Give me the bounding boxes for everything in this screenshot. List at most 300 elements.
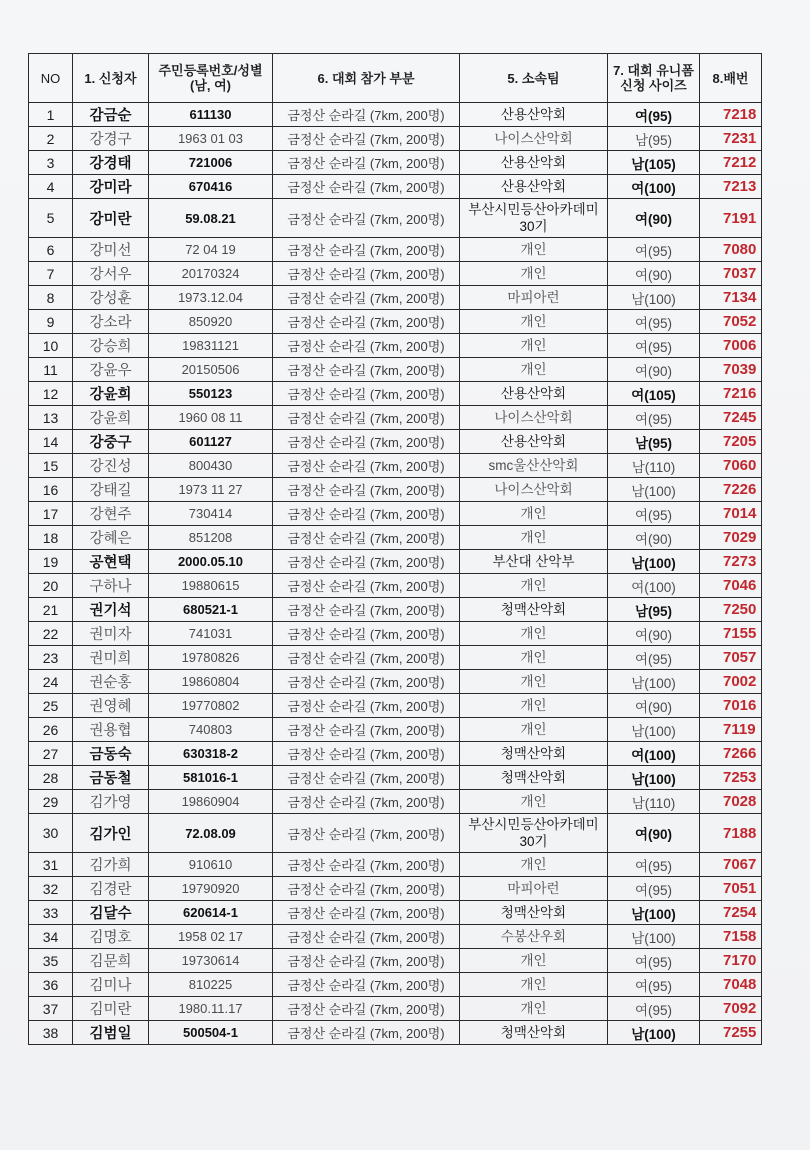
team-name: 개인 [460,670,608,694]
id-number: 19770802 [149,694,273,718]
event-category: 금정산 순라길 (7km, 200명) [273,406,460,430]
applicant-name: 권미희 [73,646,149,670]
row-number: 26 [29,718,73,742]
row-number: 25 [29,694,73,718]
id-number: 740803 [149,718,273,742]
uniform-size: 여(105) [608,382,700,406]
team-name: 청맥산악회 [460,598,608,622]
bib-number: 7039 [700,358,762,382]
uniform-size: 여(95) [608,103,700,127]
team-name: 개인 [460,997,608,1021]
team-name: 부산대 산악부 [460,550,608,574]
table-row [29,718,762,742]
applicant-name: 금동철 [73,766,149,790]
applicant-name: 강경구 [73,127,149,151]
id-number: 72 04 19 [149,238,273,262]
header-row [29,54,762,103]
applicant-name: 공현택 [73,550,149,574]
event-category: 금정산 순라길 (7km, 200명) [273,670,460,694]
table-row [29,973,762,997]
uniform-size: 여(90) [608,526,700,550]
applicant-name: 강윤우 [73,358,149,382]
bib-number: 7002 [700,670,762,694]
uniform-size: 남(100) [608,1021,700,1045]
event-category: 금정산 순라길 (7km, 200명) [273,598,460,622]
table-row [29,598,762,622]
row-number: 23 [29,646,73,670]
bib-number: 7253 [700,766,762,790]
applicant-name: 강미란 [73,199,149,238]
table-row [29,790,762,814]
id-number: 72.08.09 [149,814,273,853]
row-number: 5 [29,199,73,238]
bib-number: 7080 [700,238,762,262]
id-number: 19860904 [149,790,273,814]
bib-number: 7134 [700,286,762,310]
applicant-name: 김경란 [73,877,149,901]
event-category: 금정산 순라길 (7km, 200명) [273,454,460,478]
applicant-name: 강윤희 [73,382,149,406]
table-row [29,670,762,694]
uniform-size: 여(95) [608,973,700,997]
row-number: 17 [29,502,73,526]
row-number: 10 [29,334,73,358]
id-number: 611130 [149,103,273,127]
bib-number: 7273 [700,550,762,574]
table-row [29,103,762,127]
table-row [29,358,762,382]
uniform-size: 남(100) [608,550,700,574]
uniform-size: 여(95) [608,310,700,334]
row-number: 1 [29,103,73,127]
event-category: 금정산 순라길 (7km, 200명) [273,286,460,310]
event-category: 금정산 순라길 (7km, 200명) [273,646,460,670]
uniform-size: 여(100) [608,742,700,766]
team-name: smc울산산악회 [460,454,608,478]
applicant-name: 구하나 [73,574,149,598]
table-row [29,925,762,949]
id-number: 19730614 [149,949,273,973]
id-number: 630318-2 [149,742,273,766]
bib-number: 7016 [700,694,762,718]
team-name: 산용산악회 [460,151,608,175]
team-name: 개인 [460,502,608,526]
bib-number: 7231 [700,127,762,151]
table-row [29,430,762,454]
table-row [29,742,762,766]
event-category: 금정산 순라길 (7km, 200명) [273,973,460,997]
uniform-size: 여(95) [608,949,700,973]
id-number: 910610 [149,853,273,877]
bib-number: 7046 [700,574,762,598]
row-number: 27 [29,742,73,766]
id-number: 20170324 [149,262,273,286]
id-number: 620614-1 [149,901,273,925]
table-row [29,622,762,646]
applicant-name: 김미란 [73,997,149,1021]
uniform-size: 여(95) [608,406,700,430]
event-category: 금정산 순라길 (7km, 200명) [273,238,460,262]
team-name: 개인 [460,790,608,814]
bib-number: 7014 [700,502,762,526]
event-category: 금정산 순라길 (7km, 200명) [273,742,460,766]
bib-number: 7254 [700,901,762,925]
row-number: 32 [29,877,73,901]
uniform-size: 여(95) [608,502,700,526]
team-name: 나이스산악회 [460,478,608,502]
team-name: 개인 [460,358,608,382]
event-category: 금정산 순라길 (7km, 200명) [273,382,460,406]
team-name: 산용산악회 [460,430,608,454]
table-row [29,502,762,526]
uniform-size: 남(95) [608,430,700,454]
table-row [29,382,762,406]
table-body [29,103,762,1045]
team-name: 마피아런 [460,877,608,901]
bib-number: 7051 [700,877,762,901]
table-row [29,175,762,199]
uniform-size: 남(110) [608,454,700,478]
table-row [29,646,762,670]
row-number: 30 [29,814,73,853]
bib-number: 7266 [700,742,762,766]
bib-number: 7057 [700,646,762,670]
header-name: 1. 신청자 [73,54,149,103]
row-number: 29 [29,790,73,814]
row-number: 22 [29,622,73,646]
table-row [29,478,762,502]
id-number: 601127 [149,430,273,454]
event-category: 금정산 순라길 (7km, 200명) [273,718,460,742]
team-name: 산용산악회 [460,175,608,199]
event-category: 금정산 순라길 (7km, 200명) [273,949,460,973]
table-row [29,997,762,1021]
uniform-size: 여(95) [608,877,700,901]
id-number: 1960 08 11 [149,406,273,430]
row-number: 13 [29,406,73,430]
team-name: 마피아런 [460,286,608,310]
event-category: 금정산 순라길 (7km, 200명) [273,478,460,502]
team-name: 산용산악회 [460,382,608,406]
event-category: 금정산 순라길 (7km, 200명) [273,814,460,853]
uniform-size: 남(100) [608,901,700,925]
uniform-size: 여(90) [608,199,700,238]
table-row [29,310,762,334]
uniform-size: 여(95) [608,334,700,358]
row-number: 28 [29,766,73,790]
applicant-name: 김가인 [73,814,149,853]
header-no: NO [29,54,73,103]
uniform-size: 여(95) [608,997,700,1021]
team-name: 개인 [460,526,608,550]
applicant-name: 강중구 [73,430,149,454]
bib-number: 7158 [700,925,762,949]
uniform-size: 남(95) [608,127,700,151]
id-number: 680521-1 [149,598,273,622]
table-row [29,550,762,574]
row-number: 34 [29,925,73,949]
team-name: 개인 [460,646,608,670]
event-category: 금정산 순라길 (7km, 200명) [273,127,460,151]
uniform-size: 여(100) [608,175,700,199]
team-name: 개인 [460,949,608,973]
applicant-name: 강미선 [73,238,149,262]
bib-number: 7245 [700,406,762,430]
bib-number: 7092 [700,997,762,1021]
id-number: 1973 11 27 [149,478,273,502]
table-row [29,1021,762,1045]
event-category: 금정산 순라길 (7km, 200명) [273,358,460,382]
row-number: 15 [29,454,73,478]
id-number: 850920 [149,310,273,334]
applicant-name: 강미라 [73,175,149,199]
event-category: 금정산 순라길 (7km, 200명) [273,694,460,718]
applicant-name: 감금순 [73,103,149,127]
event-category: 금정산 순라길 (7km, 200명) [273,262,460,286]
bib-number: 7048 [700,973,762,997]
row-number: 21 [29,598,73,622]
id-number: 19831121 [149,334,273,358]
uniform-size: 여(90) [608,358,700,382]
id-number: 2000.05.10 [149,550,273,574]
row-number: 35 [29,949,73,973]
applicant-name: 강성훈 [73,286,149,310]
row-number: 9 [29,310,73,334]
id-number: 19880615 [149,574,273,598]
table-row [29,694,762,718]
header-team: 5. 소속팀 [460,54,608,103]
id-number: 1963 01 03 [149,127,273,151]
id-number: 721006 [149,151,273,175]
applicant-name: 권미자 [73,622,149,646]
bib-number: 7213 [700,175,762,199]
applicant-name: 권기석 [73,598,149,622]
bib-number: 7155 [700,622,762,646]
id-number: 1973.12.04 [149,286,273,310]
row-number: 38 [29,1021,73,1045]
bib-number: 7028 [700,790,762,814]
team-name: 개인 [460,622,608,646]
event-category: 금정산 순라길 (7km, 200명) [273,502,460,526]
uniform-size: 여(95) [608,238,700,262]
team-name: 부산시민등산아카데미 30기 [460,814,608,853]
uniform-size: 남(105) [608,151,700,175]
id-number: 550123 [149,382,273,406]
team-name: 개인 [460,694,608,718]
applicant-name: 권순홍 [73,670,149,694]
row-number: 20 [29,574,73,598]
team-name: 수봉산우회 [460,925,608,949]
team-name: 청맥산악회 [460,901,608,925]
event-category: 금정산 순라길 (7km, 200명) [273,175,460,199]
row-number: 11 [29,358,73,382]
table-row [29,526,762,550]
row-number: 3 [29,151,73,175]
team-name: 개인 [460,718,608,742]
event-category: 금정산 순라길 (7km, 200명) [273,853,460,877]
event-category: 금정산 순라길 (7km, 200명) [273,430,460,454]
table-row [29,334,762,358]
event-category: 금정산 순라길 (7km, 200명) [273,199,460,238]
id-number: 500504-1 [149,1021,273,1045]
event-category: 금정산 순라길 (7km, 200명) [273,526,460,550]
uniform-size: 여(95) [608,646,700,670]
id-number: 810225 [149,973,273,997]
team-name: 나이스산악회 [460,406,608,430]
table-row [29,286,762,310]
uniform-size: 남(100) [608,718,700,742]
table-row [29,766,762,790]
row-number: 2 [29,127,73,151]
uniform-size: 여(95) [608,853,700,877]
row-number: 31 [29,853,73,877]
uniform-size: 남(100) [608,670,700,694]
bib-number: 7067 [700,853,762,877]
table-row [29,127,762,151]
table-row [29,574,762,598]
applicant-name: 강현주 [73,502,149,526]
row-number: 18 [29,526,73,550]
participant-table [28,53,762,1045]
bib-number: 7029 [700,526,762,550]
team-name: 개인 [460,238,608,262]
team-name: 청맥산악회 [460,766,608,790]
team-name: 개인 [460,853,608,877]
uniform-size: 남(110) [608,790,700,814]
uniform-size: 여(90) [608,694,700,718]
row-number: 16 [29,478,73,502]
row-number: 33 [29,901,73,925]
event-category: 금정산 순라길 (7km, 200명) [273,790,460,814]
applicant-name: 강혜은 [73,526,149,550]
applicant-name: 권용협 [73,718,149,742]
event-category: 금정산 순라길 (7km, 200명) [273,334,460,358]
event-category: 금정산 순라길 (7km, 200명) [273,1021,460,1045]
row-number: 6 [29,238,73,262]
id-number: 59.08.21 [149,199,273,238]
row-number: 12 [29,382,73,406]
applicant-name: 권영혜 [73,694,149,718]
applicant-name: 김가영 [73,790,149,814]
bib-number: 7037 [700,262,762,286]
applicant-name: 김범일 [73,1021,149,1045]
table-row [29,814,762,853]
applicant-name: 강태길 [73,478,149,502]
id-number: 19860804 [149,670,273,694]
table-row [29,949,762,973]
event-category: 금정산 순라길 (7km, 200명) [273,310,460,334]
header-size: 7. 대회 유니폼 신청 사이즈 [608,54,700,103]
applicant-name: 강진성 [73,454,149,478]
event-category: 금정산 순라길 (7km, 200명) [273,622,460,646]
event-category: 금정산 순라길 (7km, 200명) [273,901,460,925]
event-category: 금정산 순라길 (7km, 200명) [273,550,460,574]
team-name: 개인 [460,973,608,997]
table-row [29,238,762,262]
team-name: 개인 [460,574,608,598]
table-row [29,262,762,286]
id-number: 581016-1 [149,766,273,790]
id-number: 19780826 [149,646,273,670]
uniform-size: 남(100) [608,478,700,502]
table-row [29,853,762,877]
table-row [29,877,762,901]
uniform-size: 여(90) [608,262,700,286]
bib-number: 7255 [700,1021,762,1045]
header-event: 6. 대회 참가 부분 [273,54,460,103]
bib-number: 7212 [700,151,762,175]
table-row [29,199,762,238]
applicant-name: 김달수 [73,901,149,925]
bib-number: 7170 [700,949,762,973]
id-number: 730414 [149,502,273,526]
event-category: 금정산 순라길 (7km, 200명) [273,877,460,901]
team-name: 부산시민등산아카데미 30기 [460,199,608,238]
id-number: 851208 [149,526,273,550]
header-bib: 8.배번 [700,54,762,103]
uniform-size: 여(90) [608,622,700,646]
applicant-name: 강서우 [73,262,149,286]
event-category: 금정산 순라길 (7km, 200명) [273,151,460,175]
applicant-name: 강경태 [73,151,149,175]
bib-number: 7060 [700,454,762,478]
applicant-name: 김미나 [73,973,149,997]
team-name: 개인 [460,334,608,358]
bib-number: 7191 [700,199,762,238]
event-category: 금정산 순라길 (7km, 200명) [273,574,460,598]
team-name: 산용산악회 [460,103,608,127]
applicant-name: 강승희 [73,334,149,358]
bib-number: 7250 [700,598,762,622]
bib-number: 7218 [700,103,762,127]
uniform-size: 남(100) [608,766,700,790]
applicant-name: 김가희 [73,853,149,877]
id-number: 19790920 [149,877,273,901]
bib-number: 7216 [700,382,762,406]
applicant-name: 김문희 [73,949,149,973]
row-number: 24 [29,670,73,694]
team-name: 청맥산악회 [460,1021,608,1045]
uniform-size: 남(100) [608,925,700,949]
row-number: 14 [29,430,73,454]
id-number: 800430 [149,454,273,478]
row-number: 37 [29,997,73,1021]
uniform-size: 남(95) [608,598,700,622]
event-category: 금정산 순라길 (7km, 200명) [273,925,460,949]
id-number: 1980.11.17 [149,997,273,1021]
bib-number: 7119 [700,718,762,742]
header-id: 주민등록번호/성별 (남, 여) [149,54,273,103]
table-row [29,454,762,478]
bib-number: 7006 [700,334,762,358]
id-number: 741031 [149,622,273,646]
applicant-name: 강소라 [73,310,149,334]
team-name: 개인 [460,262,608,286]
applicant-name: 금동숙 [73,742,149,766]
uniform-size: 여(90) [608,814,700,853]
table-row [29,406,762,430]
bib-number: 7226 [700,478,762,502]
event-category: 금정산 순라길 (7km, 200명) [273,766,460,790]
row-number: 19 [29,550,73,574]
id-number: 1958 02 17 [149,925,273,949]
event-category: 금정산 순라길 (7km, 200명) [273,103,460,127]
event-category: 금정산 순라길 (7km, 200명) [273,997,460,1021]
team-name: 개인 [460,310,608,334]
bib-number: 7205 [700,430,762,454]
uniform-size: 남(100) [608,286,700,310]
row-number: 36 [29,973,73,997]
